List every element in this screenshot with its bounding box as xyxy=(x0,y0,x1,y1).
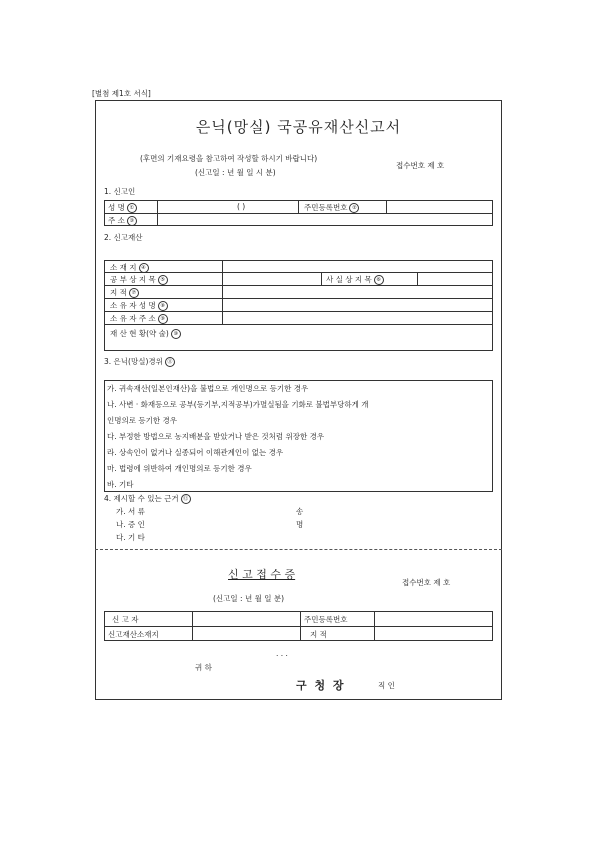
receipt-number-2: 접수번호 제 호 xyxy=(402,578,451,587)
circumstance-item: 나. 사변 · 화재등으로 공부(등기부,지적공부)가멸실됨을 기화로 불법부당하게 개 xyxy=(107,400,369,409)
circumstance-item: 다. 부정한 방법으로 농지배분을 받았거나 받은 것처럼 위장한 경우 xyxy=(107,432,325,441)
section4-heading: 4. 제시할 수 있는 근거 ⑫ xyxy=(104,493,191,504)
receipt-title: 신 고 접 수 증 xyxy=(228,568,296,581)
receipt-date-line: (신고일 : 년 월 일 분) xyxy=(213,594,285,603)
circumstance-item: 라. 상속인이 없거나 실종되어 이해관계인이 없는 경우 xyxy=(107,448,284,457)
evidence-item: 나. 증 인 xyxy=(116,520,145,529)
instruction-text: (후면의 기재요령을 참고하여 작성할 하시기 바랍니다) xyxy=(140,154,318,163)
circumstance-item: 마. 법령에 위반하여 개인명의로 등기한 경우 xyxy=(107,464,252,473)
property-status-label: 재 산 현 황(약 술) ⑩ xyxy=(110,328,181,339)
mark-5: ⑤ xyxy=(158,275,168,285)
mark-7: ⑦ xyxy=(129,288,139,298)
address-label: 주 소 ③ xyxy=(108,215,137,226)
circumstance-item: 가. 귀속재산(일본인재산)을 불법으로 개인명으로 등기한 경우 xyxy=(107,384,309,393)
mark-2: ② xyxy=(349,203,359,213)
evidence-suffix: 송 xyxy=(296,507,304,516)
section3-heading: 3. 은닉(망실)경위 ⑪ xyxy=(104,356,175,367)
evidence-suffix: 명 xyxy=(296,520,304,529)
form-label: [별첨 제1호 서식] xyxy=(92,89,151,98)
mark-8: ⑧ xyxy=(158,301,168,311)
official-category-label: 공 부 상 지 목 ⑤ xyxy=(110,274,168,285)
mark-11: ⑪ xyxy=(165,357,175,367)
name-label: 성 명 ① xyxy=(108,202,137,213)
location-label: 소 재 지 ④ xyxy=(110,262,149,273)
section1-heading: 1. 신고인 xyxy=(104,187,136,196)
area-label: 지 적 ⑦ xyxy=(110,287,139,298)
owner-address-label: 소 유 자 주 소 ⑨ xyxy=(110,313,168,324)
actual-category-label: 사 실 상 지 목 ⑥ xyxy=(326,274,384,285)
mark-4: ④ xyxy=(139,263,149,273)
evidence-item: 다. 기 타 xyxy=(116,533,145,542)
mark-1: ① xyxy=(127,203,137,213)
mark-3: ③ xyxy=(127,216,137,226)
receipt-date-dots: . . . xyxy=(276,649,288,658)
cut-line xyxy=(95,549,502,550)
section2-heading: 2. 신고재산 xyxy=(104,233,143,242)
name-paren: ( ) xyxy=(237,202,246,211)
receipt-area-label: 지 적 xyxy=(310,630,327,639)
owner-name-label: 소 유 자 성 명 ⑧ xyxy=(110,300,168,311)
evidence-item: 가. 서 류 xyxy=(116,507,145,516)
report-date-line: (신고일 : 년 월 일 시 분) xyxy=(195,168,276,177)
receipt-location-label: 신고재산소재지 xyxy=(108,630,159,639)
mark-10: ⑩ xyxy=(171,329,181,339)
mark-6: ⑥ xyxy=(374,275,384,285)
addressee: 귀 하 xyxy=(195,663,212,672)
mark-9: ⑨ xyxy=(158,314,168,324)
issuer: 구 청 장 xyxy=(296,679,346,692)
receipt-number: 접수번호 제 호 xyxy=(396,161,445,170)
mark-12: ⑫ xyxy=(181,494,191,504)
circumstance-item: 인명의로 등기한 경우 xyxy=(107,416,177,425)
rrn-label: 주민등록번호 ② xyxy=(304,202,359,213)
official-seal: 직 인 xyxy=(378,681,395,690)
circumstance-item: 바. 기타 xyxy=(107,480,134,489)
page-title: 은닉(망실) 국공유재산신고서 xyxy=(195,118,402,136)
receipt-rrn-label: 주민등록번호 xyxy=(304,615,348,624)
receipt-reporter-label: 신 고 자 xyxy=(112,615,139,624)
